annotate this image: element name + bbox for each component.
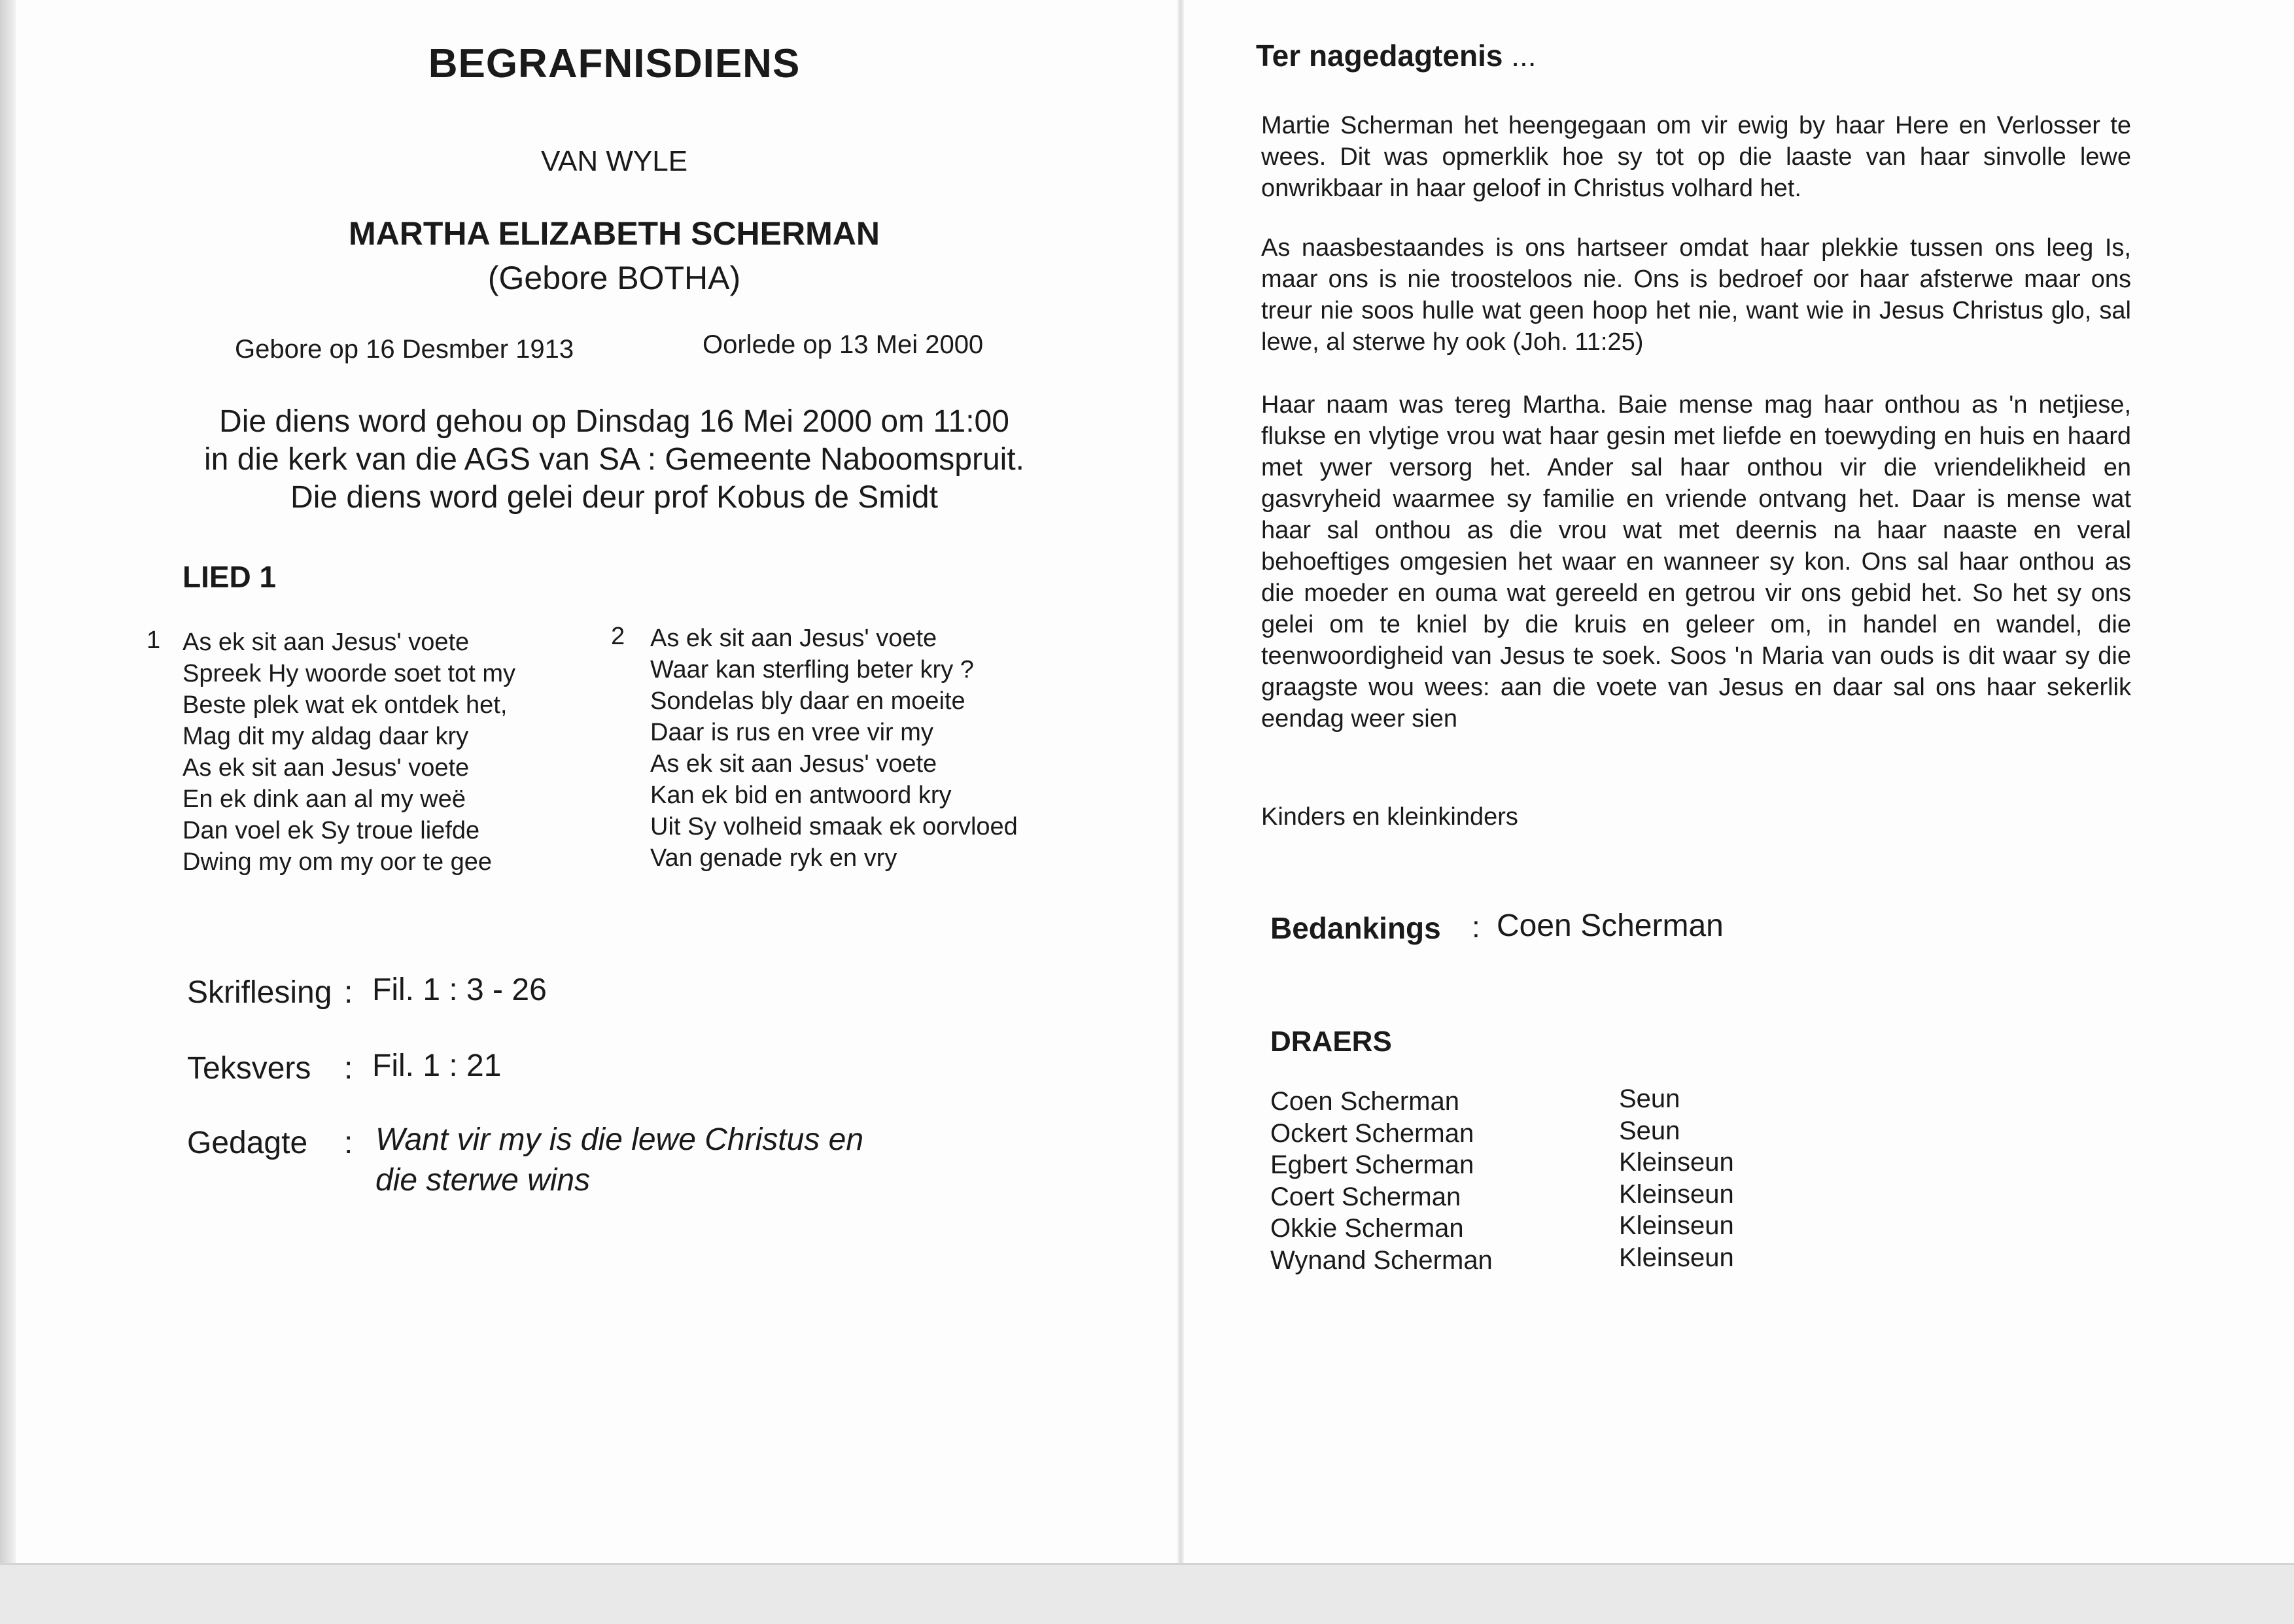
scripture-colon: :	[344, 975, 353, 1010]
hymn-verse-1	[182, 627, 515, 878]
verse-line: Kan ek bid en antwoord kry	[650, 782, 952, 809]
memorial-paragraph: As naasbestaandes is ons hartseer omdat haar plekkie tussen ons leeg Is, maar ons is nie troosteloos nie. Ons is bedroef oor haar afsterwe maar ons treur nie soos hulle wat geen hoop het nie, want wie in Jesus Christus glo, sal lewe, al sterwe hy ook (Joh. 11:25)	[1261, 234, 2131, 356]
death-date: Oorlede op 13 Mei 2000	[703, 330, 984, 359]
service-line: in die kerk van die AGS van SA : Gemeente Naboomspruit.	[204, 442, 1024, 477]
deceased-name: MARTHA ELIZABETH SCHERMAN	[349, 215, 880, 252]
bearer-relation: Kleinseun	[1619, 1243, 1734, 1272]
text-verse-label: Teksvers	[187, 1051, 311, 1086]
memorial-paragraph: Haar naam was tereg Martha. Baie mense mag haar onthou as 'n netjiese, flukse en vlytige vrou wat haar gesin met liefde en toewyding en huis en haard met ywer versorg het. Ander sal haar onthou vir die vriendelikheid en gasvryheid waarmee sy familie en vriende ontvang het. Daar is mense wat haar sal onthou as die vrou wat met deernis na haar naaste en veral behoeftiges omgesien het waar en wanneer sy kon. Ons sal haar onthou as die moeder en ouma wat gereeld en getrou vir ons gebid het. So het sy ons gelei om te kniel by die kruis en geleer om, in handel en wandel, die teenwoordigheid van Jesus te soek. Soos 'n Maria van ouds is dit waar sy die graagste wou wees: aan die voete van Jesus en daar sal ons haar sekerlik eendag weer sien	[1261, 391, 2131, 733]
verse-line: As ek sit aan Jesus' voete	[650, 625, 937, 652]
bearer-name: Coen Scherman	[1270, 1087, 1460, 1116]
subtitle: VAN WYLE	[540, 145, 688, 177]
verse-line: Dwing my om my oor te gee	[182, 848, 493, 876]
scripture-label: Skriflesing	[187, 975, 332, 1010]
maiden-name: (Gebore BOTHA)	[487, 260, 741, 296]
page-edge-shadow	[0, 0, 16, 1563]
bearer-relation: Kleinseun	[1619, 1148, 1734, 1177]
thanks-label: Bedankings	[1270, 911, 1441, 945]
verse-number: 1	[147, 627, 161, 654]
bearer-names	[1270, 1086, 1493, 1276]
verse-line: Van genade ryk en vry	[650, 844, 897, 872]
memorial-heading	[1256, 38, 1537, 73]
verse-number: 2	[611, 623, 625, 650]
verse-line: Mag dit my aldag daar kry	[182, 723, 469, 750]
verse-line: En ek dink aan al my weë	[182, 786, 466, 813]
text-verse-colon: :	[344, 1051, 353, 1086]
thought-line: die sterwe wins	[375, 1163, 591, 1198]
bearers-heading: DRAERS	[1270, 1026, 1392, 1058]
memorial-heading-dots: ...	[1511, 39, 1537, 73]
bearer-relation: Seun	[1619, 1084, 1680, 1113]
thought-line: Want vir my is die lewe Christus en	[375, 1122, 864, 1157]
thought-value	[375, 1120, 964, 1201]
service-line: Die diens word gelei deur prof Kobus de Smidt	[290, 480, 938, 515]
service-line: Die diens word gehou op Dinsdag 16 Mei 2000 om 11:00	[219, 404, 1009, 439]
thanks-name: Coen Scherman	[1497, 908, 1724, 943]
verse-line: Daar is rus en vree vir my	[650, 719, 933, 746]
memorial-paragraph: Martie Scherman het heengegaan om vir ewig by haar Here en Verlosser te wees. Dit was opmerklik hoe sy tot op die laaste van haar sinvolle lewe onwrikbaar in haar geloof in Christus volhard het.	[1261, 112, 2131, 202]
verse-line: As ek sit aan Jesus' voete	[182, 629, 470, 656]
thought-label: Gedagte	[187, 1126, 308, 1160]
left-page	[16, 0, 1177, 1563]
verse-line: As ek sit aan Jesus' voete	[650, 750, 937, 778]
right-page	[1184, 0, 2294, 1563]
scanner-bed-margin	[0, 1563, 2294, 1624]
verse-line: As ek sit aan Jesus' voete	[182, 754, 470, 782]
bearer-relation: Kleinseun	[1619, 1211, 1734, 1240]
memorial-signature: Kinders en kleinkinders	[1261, 803, 1518, 831]
service-details	[16, 403, 1213, 517]
bearer-relation: Kleinseun	[1619, 1179, 1734, 1209]
verse-line: Beste plek wat ek ontdek het,	[182, 691, 508, 719]
birth-date: Gebore op 16 Desmber 1913	[235, 335, 574, 364]
thought-colon: :	[344, 1126, 353, 1160]
bearer-relation: Seun	[1619, 1116, 1680, 1145]
bearer-name: Okkie Scherman	[1270, 1214, 1464, 1243]
thanks-colon: :	[1472, 910, 1480, 944]
bearer-name: Coert Scherman	[1270, 1182, 1461, 1211]
bearer-name: Ockert Scherman	[1270, 1118, 1474, 1148]
bearer-name: Egbert Scherman	[1270, 1150, 1474, 1179]
text-verse-value: Fil. 1 : 21	[372, 1048, 502, 1083]
verse-line: Waar kan sterfling beter kry ?	[650, 656, 974, 683]
scripture-value: Fil. 1 : 3 - 26	[372, 973, 547, 1007]
bearer-relations	[1619, 1083, 1734, 1273]
memorial-heading-text: Ter nagedagtenis	[1256, 39, 1503, 73]
document-title: BEGRAFNISDIENS	[428, 41, 801, 86]
hymn-title: LIED 1	[182, 560, 277, 594]
verse-line: Spreek Hy woorde soet tot my	[182, 660, 515, 687]
verse-line: Dan voel ek Sy troue liefde	[182, 817, 480, 844]
verse-line: Uit Sy volheid smaak ek oorvloed	[650, 813, 1018, 840]
bearer-name: Wynand Scherman	[1270, 1245, 1493, 1275]
hymn-verse-2	[650, 623, 1018, 874]
verse-line: Sondelas bly daar en moeite	[650, 687, 965, 715]
